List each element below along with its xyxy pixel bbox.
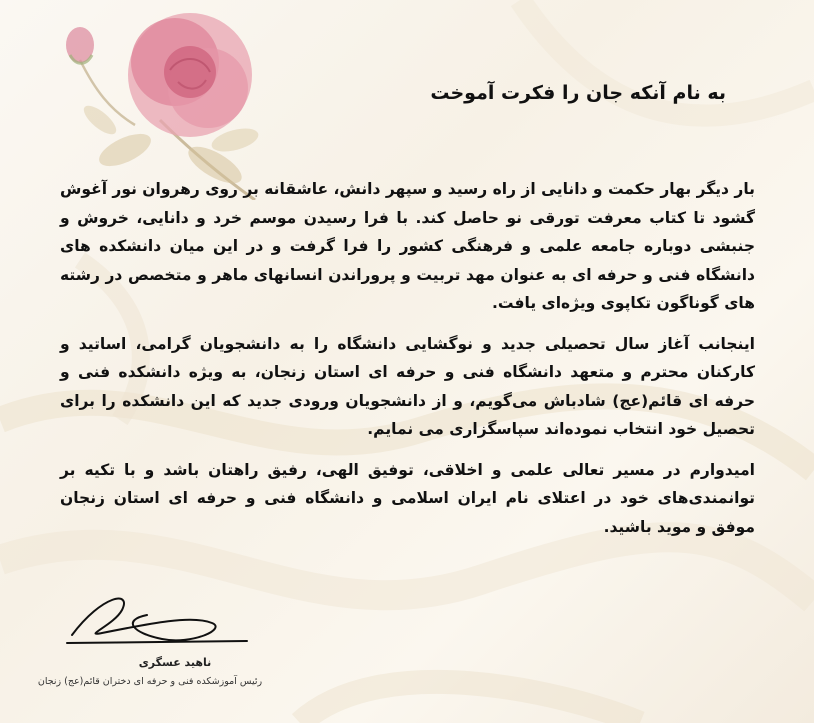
signer-title: رئیس آموزشکده فنی و حرفه ای دختران قائم(عج) زنجان	[37, 676, 263, 687]
letter-paragraph: بار دیگر بهار حکمت و دانایی از راه رسید و سپهر دانش، عاشقانه بر روی رهروان نور آغوش گشود تا کتاب معرفت تورقی نو حاصل کند. با فرا رسیدن موسم خرد و دانایی، خروش و جنبشی دوباره جامعه علمی و فرهنگی کشور را فرا گرفت و در این میان دانشکده های دانشگاه فنی و حرفه ای به عنوان مهد تربیت و پروراندن انسانهای ماهر و متخصص در رشته های گوناگون تکاپوی ویژه‌ای یافت.	[60, 180, 755, 312]
letter-paragraph: اینجانب آغاز سال تحصیلی جدید و نوگشایی دانشگاه را به دانشجویان گرامی، اساتید و کارکنان محترم و متعهد دانشگاه فنی و حرفه ای استان زنجان، به ویژه دانشکده فنی و حرفه ای قائم(عج) شادباش می‌گویم، و از دانشجویان ورودی جدید که این دانشکده را برای تحصیل خود انتخاب نموده‌اند سپاسگزاری می نمایم.	[60, 334, 755, 438]
letter-body	[60, 175, 755, 553]
signature-scribble	[62, 585, 262, 655]
signer-name: ناهید عسگری	[138, 656, 212, 669]
letter-heading: به نام آنکه جان را فکرت آموخت	[430, 82, 726, 104]
letter-paragraph: امیدوارم در مسیر تعالی علمی و اخلاقی، توفیق الهی، رفیق راهتان باشد و با تکیه بر توانمندی‌های خود در اعتلای نام ایران اسلامی و دانشگاه فنی و حرفه ای استان زنجان موفق و موید باشید.	[60, 460, 755, 536]
rose-illustration	[40, 0, 340, 200]
